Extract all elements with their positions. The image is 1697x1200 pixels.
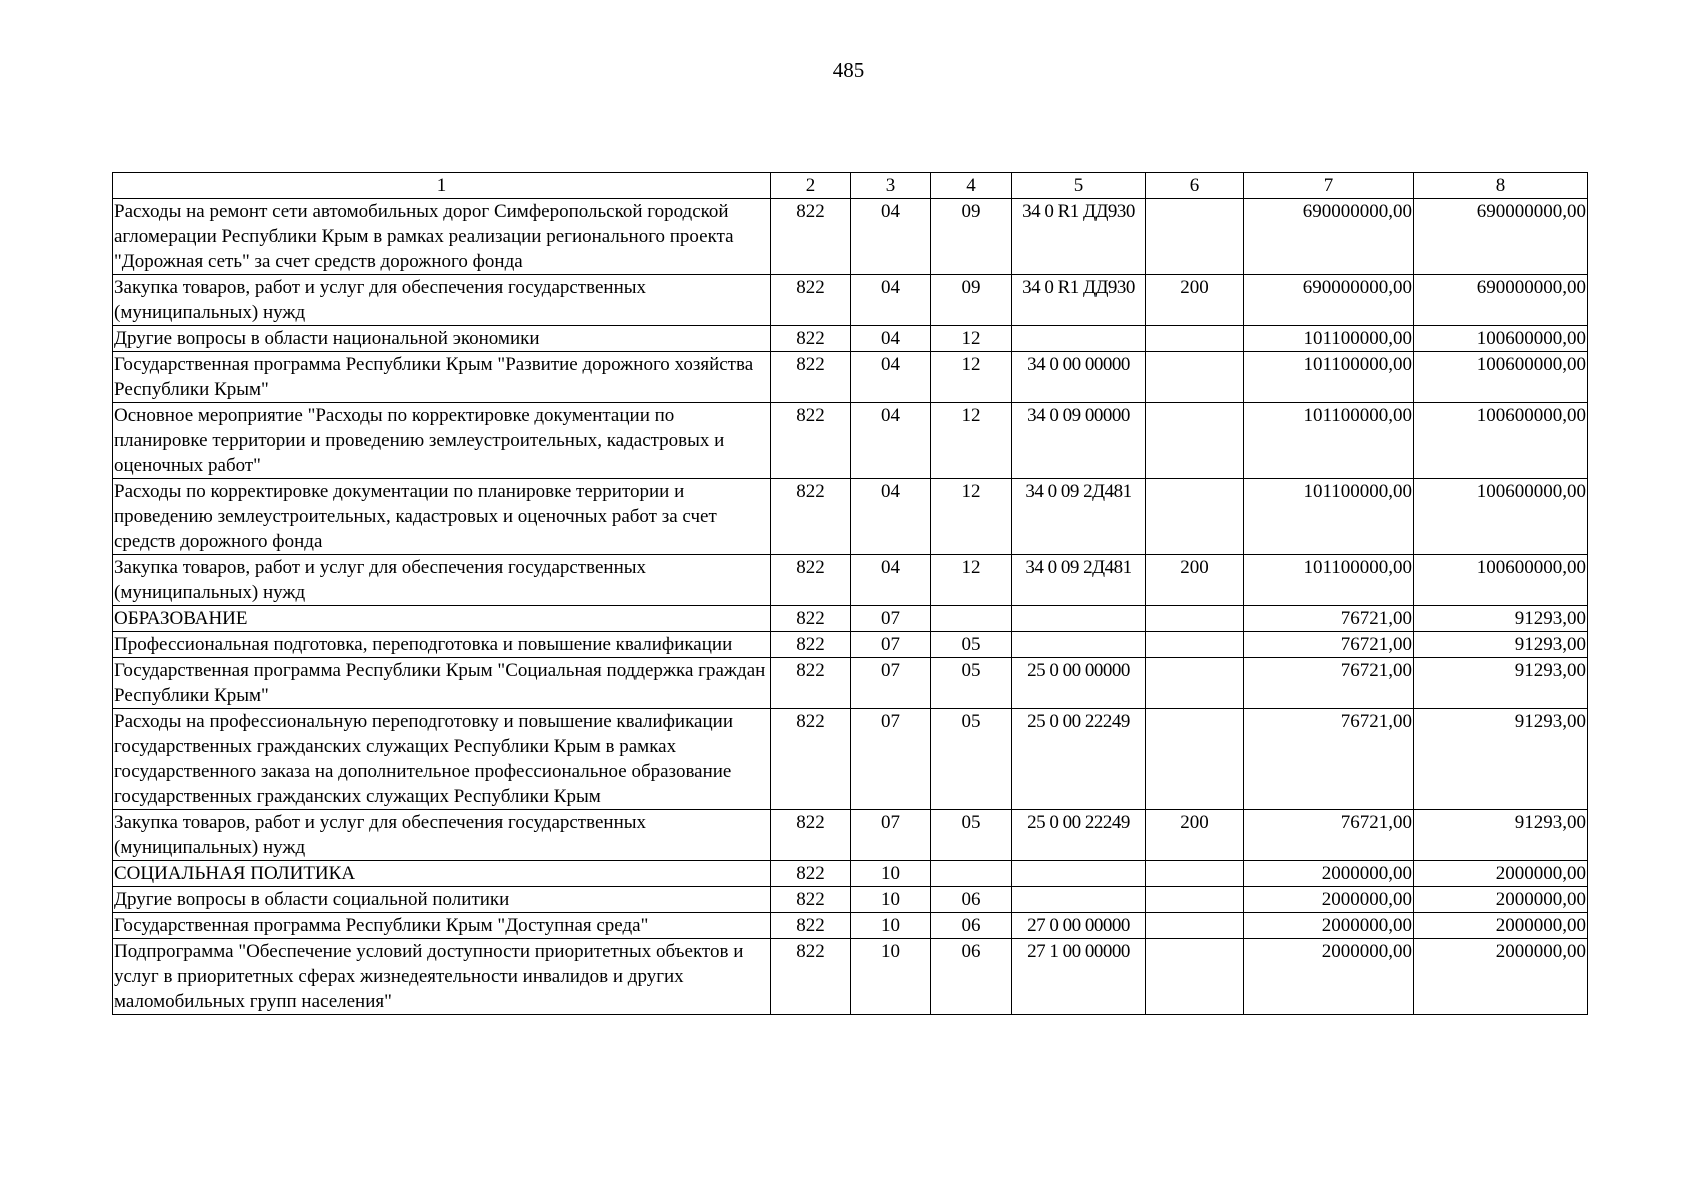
section-code: 04 — [851, 275, 931, 326]
target-article-code: 34 0 00 00000 — [1012, 352, 1146, 403]
budget-table — [112, 172, 1588, 1015]
department-code: 822 — [771, 606, 851, 632]
subsection-code: 09 — [931, 199, 1012, 275]
subsection-code: 05 — [931, 810, 1012, 861]
amount-col8: 2000000,00 — [1414, 887, 1588, 913]
row-description: Другие вопросы в области социальной политики — [113, 887, 771, 913]
column-header: 6 — [1146, 173, 1244, 199]
column-header: 2 — [771, 173, 851, 199]
target-article-code — [1012, 606, 1146, 632]
expense-type-code — [1146, 658, 1244, 709]
expense-type-code — [1146, 352, 1244, 403]
department-code: 822 — [771, 326, 851, 352]
subsection-code: 05 — [931, 709, 1012, 810]
target-article-code: 34 0 09 2Д481 — [1012, 555, 1146, 606]
section-code: 07 — [851, 810, 931, 861]
section-code: 04 — [851, 479, 931, 555]
subsection-code: 06 — [931, 887, 1012, 913]
amount-col7: 2000000,00 — [1244, 913, 1414, 939]
department-code: 822 — [771, 352, 851, 403]
department-code: 822 — [771, 810, 851, 861]
section-code: 07 — [851, 606, 931, 632]
amount-col7: 101100000,00 — [1244, 479, 1414, 555]
amount-col8: 2000000,00 — [1414, 913, 1588, 939]
section-code: 10 — [851, 939, 931, 1015]
row-description: Закупка товаров, работ и услуг для обеспечения государственных (муниципальных) нужд — [113, 275, 771, 326]
row-description: ОБРАЗОВАНИЕ — [113, 606, 771, 632]
table-row — [113, 199, 1588, 275]
amount-col8: 100600000,00 — [1414, 326, 1588, 352]
table-row — [113, 709, 1588, 810]
column-header: 8 — [1414, 173, 1588, 199]
amount-col8: 91293,00 — [1414, 810, 1588, 861]
page-number: 485 — [832, 58, 865, 82]
section-code: 07 — [851, 632, 931, 658]
table-row — [113, 555, 1588, 606]
expense-type-code — [1146, 861, 1244, 887]
column-header: 5 — [1012, 173, 1146, 199]
row-description: Закупка товаров, работ и услуг для обеспечения государственных (муниципальных) нужд — [113, 555, 771, 606]
department-code: 822 — [771, 403, 851, 479]
table-row — [113, 403, 1588, 479]
section-code: 10 — [851, 861, 931, 887]
subsection-code: 12 — [931, 403, 1012, 479]
amount-col7: 76721,00 — [1244, 606, 1414, 632]
table-row — [113, 887, 1588, 913]
expense-type-code — [1146, 939, 1244, 1015]
target-article-code: 27 1 00 00000 — [1012, 939, 1146, 1015]
amount-col8: 100600000,00 — [1414, 352, 1588, 403]
expense-type-code — [1146, 326, 1244, 352]
amount-col7: 101100000,00 — [1244, 555, 1414, 606]
table-row — [113, 352, 1588, 403]
amount-col7: 690000000,00 — [1244, 199, 1414, 275]
target-article-code: 27 0 00 00000 — [1012, 913, 1146, 939]
section-code: 07 — [851, 709, 931, 810]
target-article-code — [1012, 632, 1146, 658]
table-row — [113, 479, 1588, 555]
amount-col8: 91293,00 — [1414, 658, 1588, 709]
department-code: 822 — [771, 861, 851, 887]
amount-col7: 76721,00 — [1244, 709, 1414, 810]
subsection-code: 12 — [931, 479, 1012, 555]
subsection-code — [931, 606, 1012, 632]
subsection-code — [931, 861, 1012, 887]
header-row — [113, 173, 1588, 199]
department-code: 822 — [771, 275, 851, 326]
column-header: 3 — [851, 173, 931, 199]
section-code: 04 — [851, 326, 931, 352]
amount-col7: 690000000,00 — [1244, 275, 1414, 326]
row-description: Расходы по корректировке документации по планировке территории и проведению землеустроительных, кадастровых и оценочных работ за счет средств дорожного фонда — [113, 479, 771, 555]
table-row — [113, 606, 1588, 632]
section-code: 10 — [851, 913, 931, 939]
department-code: 822 — [771, 555, 851, 606]
section-code: 07 — [851, 658, 931, 709]
department-code: 822 — [771, 913, 851, 939]
row-description: Расходы на профессиональную переподготовку и повышение квалификации государственных гражданских служащих Республики Крым в рамках государственного заказа на дополнительное профессиональное образование государственных гражданских служащих Республики Крым — [113, 709, 771, 810]
expense-type-code — [1146, 403, 1244, 479]
amount-col8: 690000000,00 — [1414, 275, 1588, 326]
target-article-code: 25 0 00 22249 — [1012, 810, 1146, 861]
amount-col8: 2000000,00 — [1414, 939, 1588, 1015]
table-row — [113, 939, 1588, 1015]
subsection-code: 06 — [931, 913, 1012, 939]
target-article-code: 34 0 09 00000 — [1012, 403, 1146, 479]
target-article-code: 34 0 R1 ДД930 — [1012, 275, 1146, 326]
department-code: 822 — [771, 709, 851, 810]
department-code: 822 — [771, 479, 851, 555]
subsection-code: 12 — [931, 352, 1012, 403]
target-article-code: 34 0 09 2Д481 — [1012, 479, 1146, 555]
table-row — [113, 861, 1588, 887]
column-header: 4 — [931, 173, 1012, 199]
section-code: 04 — [851, 403, 931, 479]
amount-col8: 100600000,00 — [1414, 403, 1588, 479]
expense-type-code: 200 — [1146, 555, 1244, 606]
amount-col8: 91293,00 — [1414, 632, 1588, 658]
expense-type-code — [1146, 913, 1244, 939]
expense-type-code — [1146, 709, 1244, 810]
department-code: 822 — [771, 632, 851, 658]
amount-col8: 690000000,00 — [1414, 199, 1588, 275]
department-code: 822 — [771, 199, 851, 275]
section-code: 04 — [851, 555, 931, 606]
amount-col7: 76721,00 — [1244, 658, 1414, 709]
expense-type-code — [1146, 887, 1244, 913]
table-row — [113, 326, 1588, 352]
amount-col7: 76721,00 — [1244, 632, 1414, 658]
target-article-code — [1012, 861, 1146, 887]
subsection-code: 05 — [931, 658, 1012, 709]
amount-col7: 2000000,00 — [1244, 939, 1414, 1015]
table-row — [113, 913, 1588, 939]
amount-col7: 101100000,00 — [1244, 326, 1414, 352]
subsection-code: 12 — [931, 555, 1012, 606]
table-row — [113, 275, 1588, 326]
subsection-code: 05 — [931, 632, 1012, 658]
row-description: Государственная программа Республики Крым "Развитие дорожного хозяйства Республики Крым" — [113, 352, 771, 403]
amount-col8: 91293,00 — [1414, 709, 1588, 810]
section-code: 04 — [851, 352, 931, 403]
table-row — [113, 658, 1588, 709]
table-row — [113, 632, 1588, 658]
column-header: 7 — [1244, 173, 1414, 199]
amount-col7: 101100000,00 — [1244, 403, 1414, 479]
expense-type-code — [1146, 606, 1244, 632]
expense-type-code — [1146, 479, 1244, 555]
amount-col8: 91293,00 — [1414, 606, 1588, 632]
amount-col7: 101100000,00 — [1244, 352, 1414, 403]
column-header: 1 — [113, 173, 771, 199]
target-article-code: 25 0 00 00000 — [1012, 658, 1146, 709]
section-code: 10 — [851, 887, 931, 913]
target-article-code — [1012, 887, 1146, 913]
amount-col8: 100600000,00 — [1414, 555, 1588, 606]
row-description: Государственная программа Республики Крым "Доступная среда" — [113, 913, 771, 939]
department-code: 822 — [771, 887, 851, 913]
row-description: Государственная программа Республики Крым "Социальная поддержка граждан Республики Крым" — [113, 658, 771, 709]
table-row — [113, 810, 1588, 861]
amount-col7: 76721,00 — [1244, 810, 1414, 861]
section-code: 04 — [851, 199, 931, 275]
row-description: Профессиональная подготовка, переподготовка и повышение квалификации — [113, 632, 771, 658]
target-article-code: 25 0 00 22249 — [1012, 709, 1146, 810]
expense-type-code — [1146, 632, 1244, 658]
department-code: 822 — [771, 658, 851, 709]
amount-col8: 2000000,00 — [1414, 861, 1588, 887]
amount-col7: 2000000,00 — [1244, 887, 1414, 913]
row-description: Подпрограмма "Обеспечение условий доступности приоритетных объектов и услуг в приоритетных сферах жизнедеятельности инвалидов и других маломобильных групп населения" — [113, 939, 771, 1015]
row-description: Основное мероприятие "Расходы по корректировке документации по планировке территории и проведению землеустроительных, кадастровых и оценочных работ" — [113, 403, 771, 479]
amount-col7: 2000000,00 — [1244, 861, 1414, 887]
expense-type-code: 200 — [1146, 275, 1244, 326]
row-description: СОЦИАЛЬНАЯ ПОЛИТИКА — [113, 861, 771, 887]
target-article-code — [1012, 326, 1146, 352]
subsection-code: 12 — [931, 326, 1012, 352]
subsection-code: 06 — [931, 939, 1012, 1015]
row-description: Другие вопросы в области национальной экономики — [113, 326, 771, 352]
expense-type-code: 200 — [1146, 810, 1244, 861]
target-article-code: 34 0 R1 ДД930 — [1012, 199, 1146, 275]
row-description: Расходы на ремонт сети автомобильных дорог Симферопольской городской агломерации Республики Крым в рамках реализации регионального проекта "Дорожная сеть" за счет средств дорожного фонда — [113, 199, 771, 275]
department-code: 822 — [771, 939, 851, 1015]
subsection-code: 09 — [931, 275, 1012, 326]
row-description: Закупка товаров, работ и услуг для обеспечения государственных (муниципальных) нужд — [113, 810, 771, 861]
amount-col8: 100600000,00 — [1414, 479, 1588, 555]
expense-type-code — [1146, 199, 1244, 275]
